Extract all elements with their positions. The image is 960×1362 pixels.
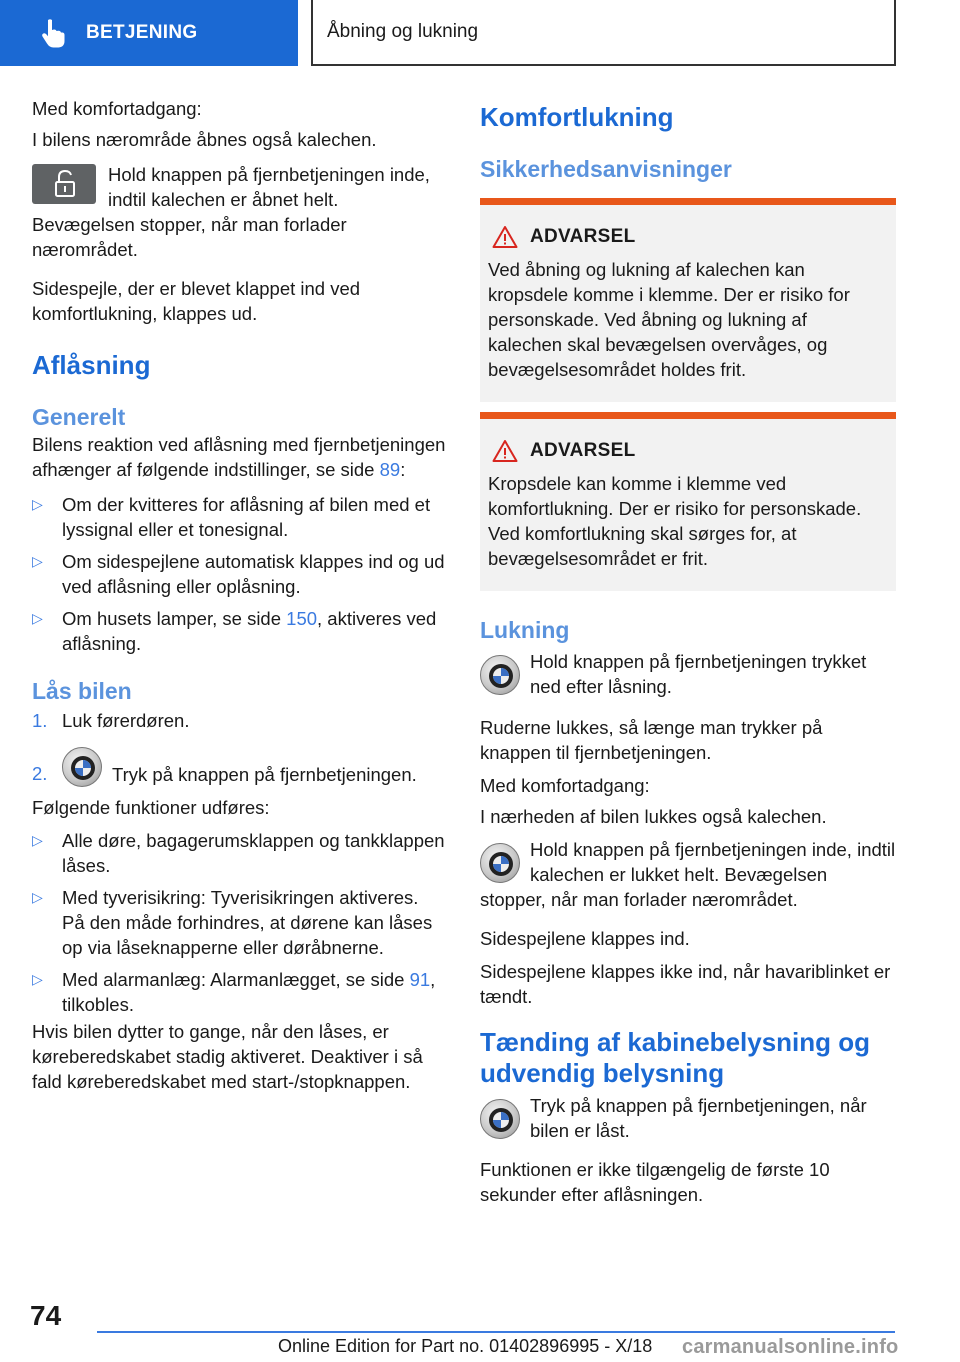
page-header: [0, 0, 960, 66]
paragraph: I bilens nærområde åbnes også kalechen.: [32, 129, 377, 150]
list-item: ▷ Om sidespejlene automatisk klappes ind og ud ved aflåsning eller oplåsning.: [32, 551, 445, 597]
page-link-89[interactable]: 89: [379, 459, 401, 480]
unlock-button-icon: [32, 164, 96, 204]
warning-triangle-icon: [492, 225, 518, 249]
heading-generelt: Generelt: [32, 404, 126, 430]
remote-key-icon: [480, 843, 520, 883]
list-item: ▷ Med tyverisikring: Tyverisikringen aktiveres. På den måde forhindres, at dørene kan låses op via låseknapperne eller døråbnerne.: [32, 887, 433, 958]
watermark: carmanualsonline.info: [682, 1336, 899, 1358]
remote-key-icon: [480, 1099, 520, 1139]
triangle-bullet-icon: ▷: [32, 553, 43, 569]
heading-taending: Tænding af kabinebelysning og udvendig belysning: [480, 1027, 871, 1088]
warning-title: ADVARSEL: [530, 440, 636, 461]
paragraph: Sidespejle, der er blevet klappet ind ved komfortlukning, klappes ud.: [32, 278, 361, 324]
icon-paragraph: Hold knappen på fjernbetjeningen inde, indtil kalechen er lukket helt. Bevægelsen stopper, når man forlader nærområdet.: [480, 839, 896, 910]
paragraph: Sidespejlene klappes ind.: [480, 928, 690, 949]
page-number: 74: [30, 1300, 62, 1331]
warning-box: [480, 412, 896, 591]
paragraph: Hvis bilen dytter to gange, når den låses, er køreberedskabet stadig aktiveret. Deaktiver i så fald køreberedskabet med start-/stopknappen.: [32, 1021, 423, 1092]
warning-triangle-icon: [492, 439, 518, 463]
paragraph: Ruderne lukkes, så længe man trykker på knappen til fjernbetjeningen.: [480, 717, 823, 763]
triangle-bullet-icon: ▷: [32, 832, 43, 848]
right-column: [480, 100, 896, 1215]
icon-paragraph: Hold knappen på fjernbetjeningen inde, indtil kalechen er åbnet helt. Bevægelsen stopper, når man forlader nærområdet.: [32, 164, 430, 260]
chapter-title-box: [311, 0, 896, 66]
section-label: BETJENING: [86, 22, 198, 43]
warning-text: Ved åbning og lukning af kalechen kan kropsdele komme i klemme. Der er risiko for personskade. Ved åbning og lukning af kalechen skal bevægelsen overvåges, og bevægelsesområdet holdes frit.: [488, 259, 850, 380]
warning-title: ADVARSEL: [530, 226, 636, 247]
section-tab: [0, 0, 298, 66]
list-item: ▷ Om husets lamper, se side 150, aktiveres ved aflåsning.: [32, 608, 437, 654]
list-item: ▷ Alle døre, bagagerumsklappen og tankklappen låses.: [32, 830, 445, 876]
remote-key-icon: [480, 655, 520, 695]
page-link-150[interactable]: 150: [286, 608, 318, 629]
edition-text: Online Edition for Part no. 01402896995 - X/18: [278, 1336, 653, 1356]
paragraph: Bilens reaktion ved aflåsning med fjernbetjeningen afhænger af følgende indstillinger, se side 89:: [32, 434, 446, 480]
list-item: ▷ Om der kvitteres for aflåsning af bilen med et lyssignal eller et tonesignal.: [32, 494, 431, 540]
list-item: ▷ Med alarmanlæg: Alarmanlægget, se side 91, tilkobles.: [32, 969, 436, 1015]
triangle-bullet-icon: ▷: [32, 496, 43, 512]
left-column: [32, 96, 446, 1102]
paragraph: Med komfortadgang:: [32, 98, 202, 119]
icon-paragraph: Tryk på knappen på fjernbetjeningen, når bilen er låst.: [480, 1093, 896, 1143]
chapter-title: Åbning og lukning: [327, 21, 479, 42]
paragraph: Følgende funktioner udføres:: [32, 797, 270, 818]
heading-lukning: Lukning: [480, 617, 570, 643]
paragraph: Med komfortadgang:: [480, 775, 650, 796]
paragraph: Sidespejlene klappes ikke ind, når havariblinket er tændt.: [480, 961, 891, 1007]
icon-paragraph: Hold knappen på fjernbetjeningen trykket ned efter låsning.: [480, 649, 896, 699]
heading-aflasning: Aflåsning: [32, 350, 151, 380]
hand-pointer-icon: [40, 18, 66, 48]
warning-box: [480, 198, 896, 402]
heading-komfortlukning: Komfortlukning: [480, 102, 674, 132]
triangle-bullet-icon: ▷: [32, 971, 43, 987]
remote-key-icon: [62, 747, 102, 787]
triangle-bullet-icon: ▷: [32, 889, 43, 905]
heading-laas-bilen: Lås bilen: [32, 678, 132, 704]
triangle-bullet-icon: ▷: [32, 610, 43, 626]
paragraph: Funktionen er ikke tilgængelig de første 10 sekunder efter aflåsningen.: [480, 1159, 830, 1205]
heading-sikkerhedsanvisninger: Sikkerhedsanvisninger: [480, 156, 732, 182]
page-link-91[interactable]: 91: [409, 969, 431, 990]
footer-divider: [97, 1331, 895, 1333]
step-item: 1. Luk førerdøren.: [32, 710, 190, 731]
warning-text: Kropsdele kan komme i klemme ved komfortlukning. Der er risiko for personskade. Ved komfortlukning skal sørges for, at bevægelsesområdet er frit.: [488, 473, 862, 569]
step-item: 2. Tryk på knappen på fjernbetjeningen.: [32, 747, 446, 787]
paragraph: I nærheden af bilen lukkes også kalechen.: [480, 806, 827, 827]
